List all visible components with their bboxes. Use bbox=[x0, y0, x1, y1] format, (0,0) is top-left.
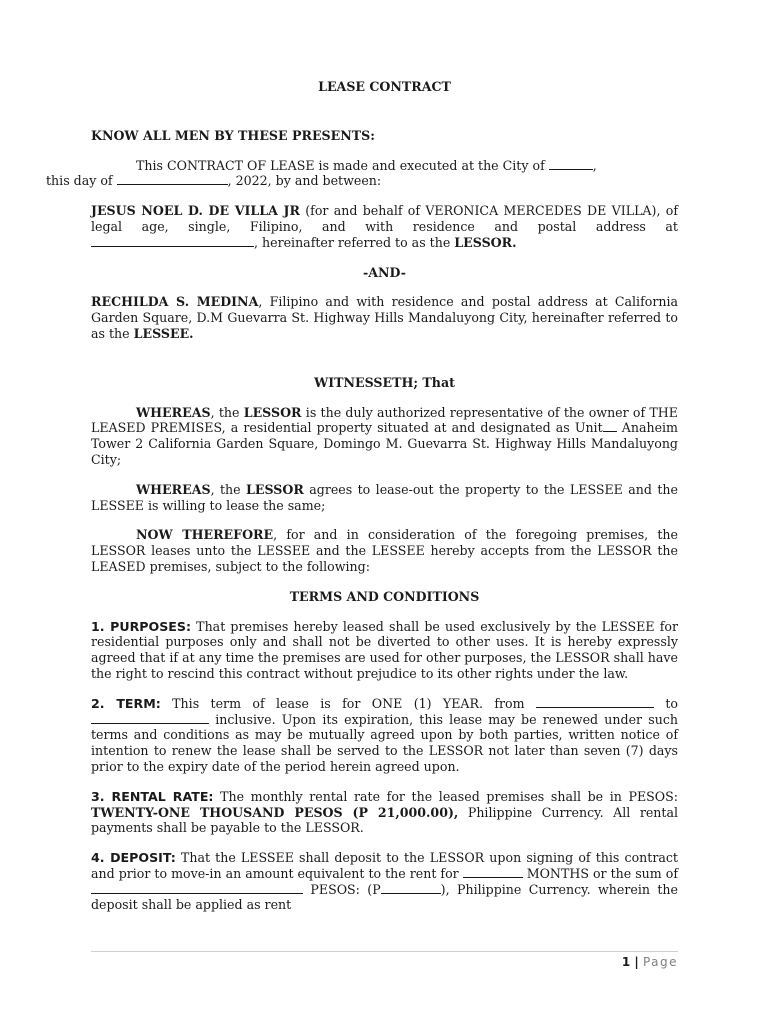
section-deposit: 4. DEPOSIT: That the LESSEE shall deposit to the LESSOR upon signing of this contract and prior to move-in an amount equivalent to the rent for MONTHS or the sum of PESOS: (P ), Philippine Currency. wherein the deposit shall be applied as rent bbox=[91, 850, 678, 913]
unit-blank bbox=[603, 420, 617, 432]
intro-paragraph: This CONTRACT OF LEASE is made and executed at the City of , this day of , 2022, by and between: bbox=[46, 157, 597, 189]
footer-divider bbox=[91, 951, 678, 952]
now-therefore-paragraph: NOW THEREFORE, for and in consideration of the foregoing premises, the LESSOR leases unto the LESSEE and the LESSEE hereby accepts from the LESSOR the LEASED premises, subject to the following: bbox=[91, 527, 678, 574]
witnesseth-heading: WITNESSETH; That bbox=[314, 374, 455, 390]
lessor-paragraph: JESUS NOEL D. DE VILLA JR (for and behalf of VERONICA MERCEDES DE VILLA), of legal age, single, Filipino, and with residence and postal address at , hereinafter referred to as the LESSOR. bbox=[91, 203, 678, 250]
rental-amount: TWENTY-ONE THOUSAND PESOS (P 21,000.00), bbox=[91, 804, 459, 820]
page-label: Page bbox=[642, 955, 678, 969]
whereas-paragraph-1: WHEREAS, the LESSOR is the duly authorized representative of the owner of THE LEASED PREMISES, a residential property situated at and designated as Unit Anaheim Tower 2 California Garden Square, Domingo M. Guevarra St. Highway Hills Mandaluyong City; bbox=[91, 404, 678, 467]
deposit-sum-blank bbox=[91, 882, 303, 894]
section-term: 2. TERM: This term of lease is for ONE (1) YEAR. from to inclusive. Upon its expiration, this lease may be renewed under such terms and conditions as may be mutually agreed upon by both parties, written notice of intention to renew the lease shall be served to the LESSOR not later than seven (7) days prior to the expiry date of the period herein agreed upon. bbox=[91, 695, 678, 774]
section-rental-rate: 3. RENTAL RATE: The monthly rental rate for the leased premises shall be in PESOS: TWENTY-ONE THOUSAND PESOS (P 21,000.00), Philippine Currency. All rental payments shall be payable to the LESSOR. bbox=[91, 788, 678, 836]
document-title: LEASE CONTRACT bbox=[318, 79, 451, 94]
page-number: 1 bbox=[621, 955, 631, 969]
page-footer: 1 | Page bbox=[621, 955, 678, 969]
term-start-blank bbox=[536, 696, 654, 708]
deposit-amount-blank bbox=[381, 882, 441, 894]
section-purposes: 1. PURPOSES: That premises hereby leased shall be used exclusively by the LESSEE for residential purposes only and shall not be diverted to other uses. It is hereby expressly agreed that if at any time the premises are used for other purposes, the LESSOR shall have the right to rescind this contract without prejudice to its other rights under the law. bbox=[91, 618, 678, 681]
and-separator: -AND- bbox=[363, 264, 406, 280]
opening-line: KNOW ALL MEN BY THESE PRESENTS: bbox=[91, 127, 375, 143]
deposit-months-blank bbox=[463, 866, 523, 878]
whereas-paragraph-2: WHEREAS, the LESSOR agrees to lease-out the property to the LESSEE and the LESSEE is willing to lease the same; bbox=[91, 481, 678, 513]
lessor-name: JESUS NOEL D. DE VILLA JR bbox=[91, 203, 300, 219]
lessee-paragraph: RECHILDA S. MEDINA, Filipino and with residence and postal address at California Garden Square, D.M Guevarra St. Highway Hills Mandaluyong City, hereinafter referred to as the LESSEE. bbox=[91, 294, 678, 341]
term-end-blank bbox=[91, 712, 209, 724]
terms-heading: TERMS AND CONDITIONS bbox=[289, 588, 480, 604]
city-blank bbox=[549, 158, 593, 170]
lessor-address-blank bbox=[91, 235, 254, 247]
lessee-name: RECHILDA S. MEDINA bbox=[91, 294, 259, 310]
document-body bbox=[46, 79, 678, 913]
day-blank bbox=[117, 173, 228, 185]
